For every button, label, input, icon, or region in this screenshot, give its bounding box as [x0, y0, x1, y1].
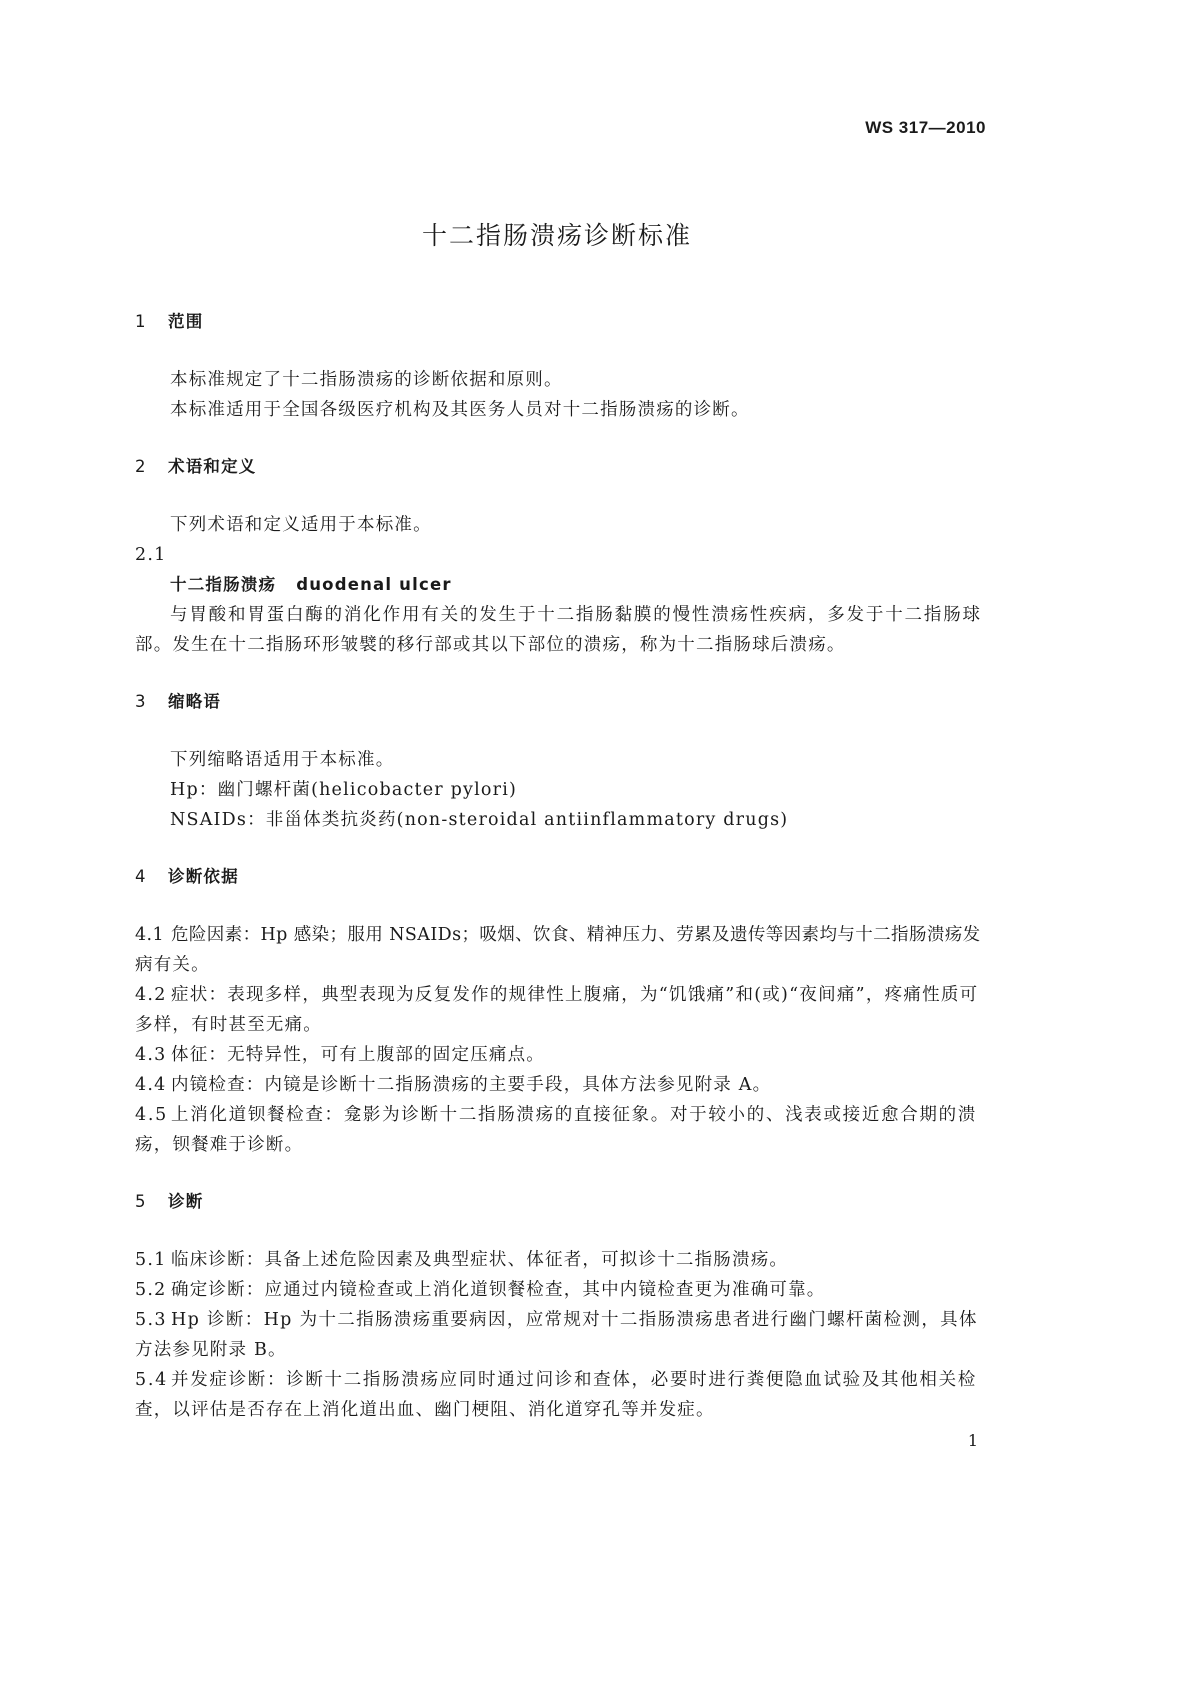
- definition-line: 部。发生在十二指肠环形皱襞的移行部或其以下部位的溃疡，称为十二指肠球后溃疡。: [135, 635, 846, 655]
- clause-4-1-cont: 病有关。: [135, 955, 210, 975]
- section-title: 范围: [168, 312, 204, 331]
- clause-5-1: [135, 1245, 984, 1275]
- section-title: 诊断: [168, 1192, 204, 1211]
- term-chinese: 十二指肠溃疡: [170, 575, 277, 594]
- clause-number: 4.2: [135, 985, 167, 1005]
- abbreviation-nsaids: NSAIDs：非甾体类抗炎药(non-steroidal antiinflammatory drugs): [170, 810, 789, 830]
- clause-number: 5.4: [135, 1370, 168, 1390]
- clause-4-3: [135, 1040, 984, 1070]
- page-number: 1: [967, 1431, 978, 1450]
- clause-4-1: [135, 920, 984, 950]
- section-number: 1: [135, 312, 147, 331]
- clause-text: 上消化道钡餐检查：龛影为诊断十二指肠溃疡的直接征象。对于较小的、浅表或接近愈合期的溃: [171, 1105, 977, 1125]
- clause-text: 危险因素：Hp 感染；服用 NSAIDs；吸烟、饮食、精神压力、劳累及遗传等因素均与十二指肠溃疡发: [171, 925, 981, 945]
- clause-number: 4.3: [135, 1045, 167, 1065]
- clause-text: 临床诊断：具备上述危险因素及典型症状、体征者，可拟诊十二指肠溃疡。: [171, 1250, 789, 1270]
- term-entry: [135, 570, 984, 600]
- abbreviation-hp: Hp：幽门螺杆菌(helicobacter pylori): [170, 780, 518, 800]
- clause-text: 确定诊断：应通过内镜检查或上消化道钡餐检查，其中内镜检查更为准确可靠。: [171, 1280, 826, 1300]
- paragraph: 下列缩略语适用于本标准。: [170, 750, 395, 770]
- section-heading-3: [135, 687, 984, 717]
- section-number: 2: [135, 457, 147, 476]
- clause-number: 5.2: [135, 1280, 167, 1300]
- clause-number: 4.1: [135, 925, 165, 945]
- clause-4-4: [135, 1070, 984, 1100]
- subsection-number: 2.1: [135, 545, 167, 565]
- paragraph: 本标准适用于全国各级医疗机构及其医务人员对十二指肠溃疡的诊断。: [170, 400, 750, 420]
- clause-4-2: [135, 980, 984, 1010]
- clause-5-3: [135, 1305, 984, 1335]
- standard-code: WS 317—2010: [865, 118, 986, 137]
- clause-4-2-cont: 多样，有时甚至无痛。: [135, 1015, 322, 1035]
- clause-5-3-cont: 方法参见附录 B。: [135, 1340, 287, 1360]
- clause-number: 5.1: [135, 1250, 167, 1270]
- clause-5-4: [135, 1365, 984, 1395]
- definition-line: 与胃酸和胃蛋白酶的消化作用有关的发生于十二指肠黏膜的慢性溃疡性疾病，多发于十二指肠球: [170, 605, 982, 625]
- clause-5-4-cont: 查，以评估是否存在上消化道出血、幽门梗阻、消化道穿孔等并发症。: [135, 1400, 715, 1420]
- section-title: 缩略语: [168, 692, 222, 711]
- clause-number: 4.4: [135, 1075, 167, 1095]
- section-heading-4: [135, 862, 984, 892]
- page-title: 十二指肠溃疡诊断标准: [421, 221, 692, 250]
- document-body: [135, 307, 984, 1453]
- paragraph: 本标准规定了十二指肠溃疡的诊断依据和原则。: [170, 370, 563, 390]
- section-title: 诊断依据: [168, 867, 239, 886]
- term-english: duodenal ulcer: [296, 575, 452, 594]
- clause-text: Hp 诊断：Hp 为十二指肠溃疡重要病因，应常规对十二指肠溃疡患者进行幽门螺杆菌检测，具体: [171, 1310, 978, 1330]
- clause-text: 内镜检查：内镜是诊断十二指肠溃疡的主要手段，具体方法参见附录 A。: [171, 1075, 772, 1095]
- section-heading-1: [135, 307, 984, 337]
- section-heading-5: [135, 1187, 984, 1217]
- section-number: 4: [135, 867, 147, 886]
- section-heading-2: [135, 452, 984, 482]
- clause-number: 5.3: [135, 1310, 167, 1330]
- clause-4-5: [135, 1100, 984, 1130]
- paragraph: 下列术语和定义适用于本标准。: [170, 515, 432, 535]
- clause-text: 并发症诊断：诊断十二指肠溃疡应同时通过问诊和查体，必要时进行粪便隐血试验及其他相关检: [171, 1370, 977, 1390]
- clause-number: 4.5: [135, 1105, 168, 1125]
- clause-5-2: [135, 1275, 984, 1305]
- section-number: 3: [135, 692, 147, 711]
- clause-text: 症状：表现多样，典型表现为反复发作的规律性上腹痛，为“饥饿痛”和(或)“夜间痛”，疼痛性质可: [171, 985, 979, 1005]
- clause-4-5-cont: 疡，钡餐难于诊断。: [135, 1135, 304, 1155]
- section-title: 术语和定义: [168, 457, 257, 476]
- clause-text: 体征：无特异性，可有上腹部的固定压痛点。: [171, 1045, 545, 1065]
- section-number: 5: [135, 1192, 147, 1211]
